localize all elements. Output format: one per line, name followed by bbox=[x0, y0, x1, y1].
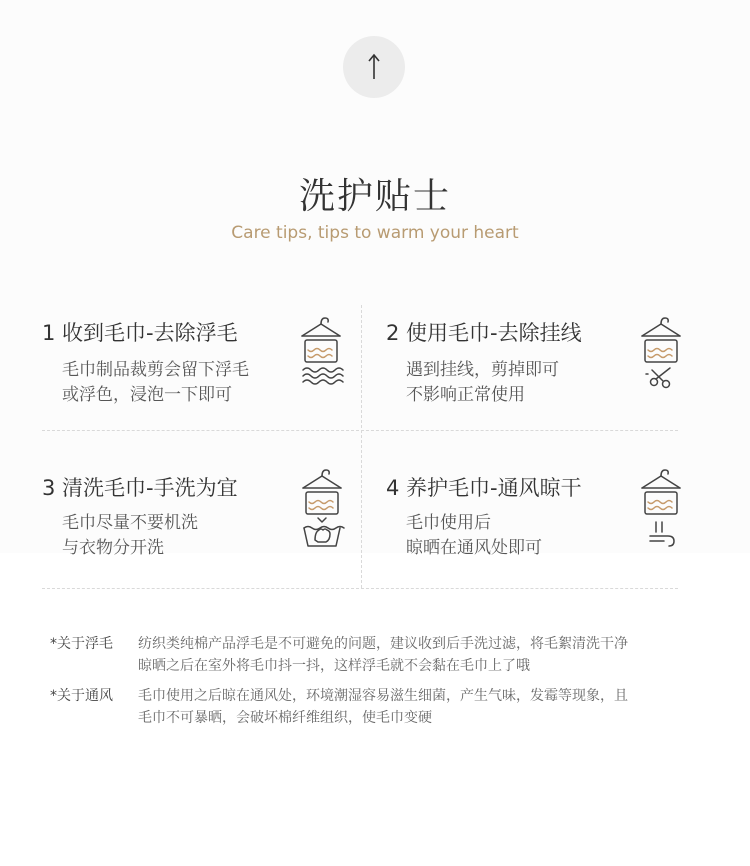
towel-hanger-water-icon bbox=[298, 314, 344, 388]
note-line: 纺织类纯棉产品浮毛是不可避免的问题，建议收到后手洗过滤，将毛絮清洗干净 bbox=[138, 636, 628, 652]
note-line: 毛巾不可暴晒，会破坏棉纤维组织，使毛巾变硬 bbox=[138, 710, 432, 726]
note-label-fluff: *关于浮毛 bbox=[50, 636, 113, 652]
tip-line: 毛巾制品裁剪会留下浮毛 bbox=[62, 360, 249, 380]
towel-hanger-wind-icon bbox=[638, 466, 684, 552]
tip-line: 与衣物分开洗 bbox=[62, 538, 164, 558]
tip-line: 或浮色，浸泡一下即可 bbox=[62, 385, 232, 405]
section-divider bbox=[42, 588, 678, 589]
tip-line: 毛巾尽量不要机洗 bbox=[62, 513, 198, 533]
note-label-ventilation: *关于通风 bbox=[50, 688, 113, 704]
grid-divider-vertical bbox=[361, 305, 362, 588]
note-line: 晾晒之后在室外将毛巾抖一抖，这样浮毛就不会黏在毛巾上了哦 bbox=[138, 658, 530, 674]
page-subtitle: Care tips, tips to warm your heart bbox=[231, 223, 519, 243]
tip-title-1: 1 收到毛巾-去除浮毛 bbox=[42, 321, 238, 345]
tip-line: 遇到挂线，剪掉即可 bbox=[406, 360, 559, 380]
tip-line: 不影响正常使用 bbox=[406, 385, 525, 405]
towel-hanger-handwash-icon bbox=[298, 466, 348, 552]
tip-line: 毛巾使用后 bbox=[406, 513, 491, 533]
arrow-up-icon bbox=[343, 36, 405, 98]
tip-line: 晾晒在通风处即可 bbox=[406, 538, 542, 558]
tip-title-3: 3 清洗毛巾-手洗为宜 bbox=[42, 476, 238, 500]
tip-title-4: 4 养护毛巾-通风晾干 bbox=[386, 476, 582, 500]
page-title: 洗护贴士 bbox=[298, 176, 451, 217]
scroll-top-button[interactable] bbox=[343, 36, 405, 98]
tip-title-2: 2 使用毛巾-去除挂线 bbox=[386, 321, 582, 345]
towel-hanger-scissors-icon bbox=[638, 314, 684, 390]
note-line: 毛巾使用之后晾在通风处，环境潮湿容易滋生细菌，产生气味，发霉等现象，且 bbox=[138, 688, 628, 704]
grid-divider-horizontal bbox=[42, 430, 678, 431]
